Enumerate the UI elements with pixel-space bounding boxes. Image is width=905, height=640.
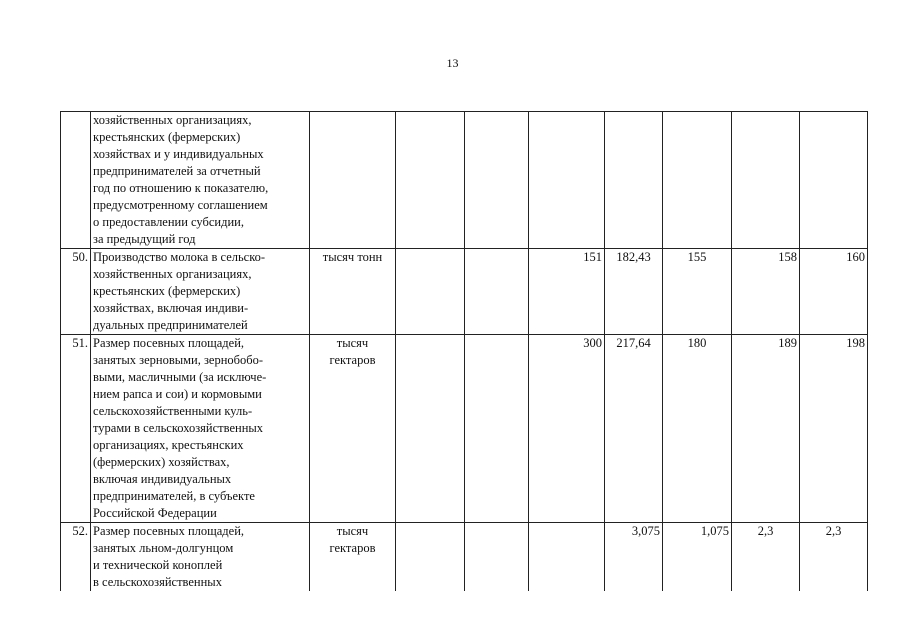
indicator-name-line: Размер посевных площадей, — [93, 336, 245, 350]
indicator-name-line: хозяйствах и у индивидуальных — [93, 147, 264, 161]
unit-line: тысяч тонн — [322, 250, 383, 264]
value-cell: 180 — [663, 335, 732, 523]
value-cell — [396, 112, 465, 249]
value-cell: 155 — [663, 249, 732, 335]
value-cell: 198 — [800, 335, 868, 523]
value-cell: 158 — [732, 249, 800, 335]
value-cell — [529, 523, 605, 592]
indicator-name-line: год по отношению к показателю, — [93, 181, 269, 195]
value-cell: 300 — [529, 335, 605, 523]
table-row — [61, 112, 868, 249]
page-number: 13 — [446, 56, 459, 70]
value-cell — [396, 335, 465, 523]
indicator-name-line: дуальных предпринимателей — [93, 318, 248, 332]
value-cell: 3,075 — [605, 523, 663, 592]
indicator-name-line: о предоставлении субсидии, — [93, 215, 244, 229]
indicator-name-cell — [91, 112, 310, 249]
indicator-name-line: крестьянских (фермерских) — [93, 284, 241, 298]
value-cell — [465, 249, 529, 335]
unit-cell — [310, 335, 396, 523]
value-cell: 189 — [732, 335, 800, 523]
value-cell — [465, 523, 529, 592]
row-number-cell: 51. — [61, 335, 91, 523]
value-cell: 217,64 — [605, 335, 663, 523]
row-number-cell — [61, 112, 91, 249]
row-number-cell: 50. — [61, 249, 91, 335]
indicator-name-line: включая индивидуальных — [93, 472, 232, 486]
indicator-name-line: в сельскохозяйственных — [93, 575, 222, 589]
value-cell: 2,3 — [732, 523, 800, 592]
indicator-name-line: занятых льном-долгунцом — [93, 541, 234, 555]
row-number-cell: 52. — [61, 523, 91, 592]
indicator-table — [60, 111, 868, 591]
indicator-name-line: предпринимателей за отчетный — [93, 164, 261, 178]
value-cell — [465, 112, 529, 249]
indicator-name-line: за предыдущий год — [93, 232, 196, 246]
value-cell — [396, 523, 465, 592]
value-cell: 1,075 — [663, 523, 732, 592]
indicator-name-line: Российской Федерации — [93, 506, 217, 520]
unit-line: тысяч — [336, 336, 369, 350]
indicator-name-line: хозяйственных организациях, — [93, 113, 252, 127]
indicator-name-line: Производство молока в сельско- — [93, 250, 266, 264]
indicator-name-line: и технической коноплей — [93, 558, 223, 572]
indicator-name-line: хозяйственных организациях, — [93, 267, 252, 281]
value-cell — [605, 112, 663, 249]
value-cell: 2,3 — [800, 523, 868, 592]
indicator-name-cell — [91, 335, 310, 523]
indicator-name-line: предпринимателей, в субъекте — [93, 489, 255, 503]
value-cell — [663, 112, 732, 249]
value-cell — [396, 249, 465, 335]
indicator-name-line: Размер посевных площадей, — [93, 524, 245, 538]
unit-cell — [310, 112, 396, 249]
unit-line: тысяч — [336, 524, 369, 538]
indicator-name-line: (фермерских) хозяйствах, — [93, 455, 230, 469]
table-row — [61, 335, 868, 523]
unit-cell — [310, 249, 396, 335]
indicator-name-line: сельскохозяйственными куль- — [93, 404, 253, 418]
value-cell — [465, 335, 529, 523]
indicator-name-cell — [91, 249, 310, 335]
indicator-name-line: предусмотренному соглашением — [93, 198, 268, 212]
indicator-name-line: занятых зерновыми, зернобобо- — [93, 353, 264, 367]
table-row — [61, 249, 868, 335]
value-cell: 151 — [529, 249, 605, 335]
indicator-name-line: турами в сельскохозяйственных — [93, 421, 264, 435]
value-cell: 160 — [800, 249, 868, 335]
indicator-name-line: выми, масличными (за исключе- — [93, 370, 267, 384]
value-cell — [800, 112, 868, 249]
indicator-name-line: хозяйствах, включая индиви- — [93, 301, 249, 315]
indicator-name-line: крестьянских (фермерских) — [93, 130, 241, 144]
unit-line: гектаров — [329, 353, 376, 367]
unit-cell — [310, 523, 396, 592]
indicator-name-line: организациях, крестьянских — [93, 438, 244, 452]
indicator-name-line: нием рапса и сои) и кормовыми — [93, 387, 262, 401]
table-row — [61, 523, 868, 592]
unit-line: гектаров — [329, 541, 376, 555]
value-cell — [732, 112, 800, 249]
indicator-name-cell — [91, 523, 310, 592]
value-cell: 182,43 — [605, 249, 663, 335]
value-cell — [529, 112, 605, 249]
